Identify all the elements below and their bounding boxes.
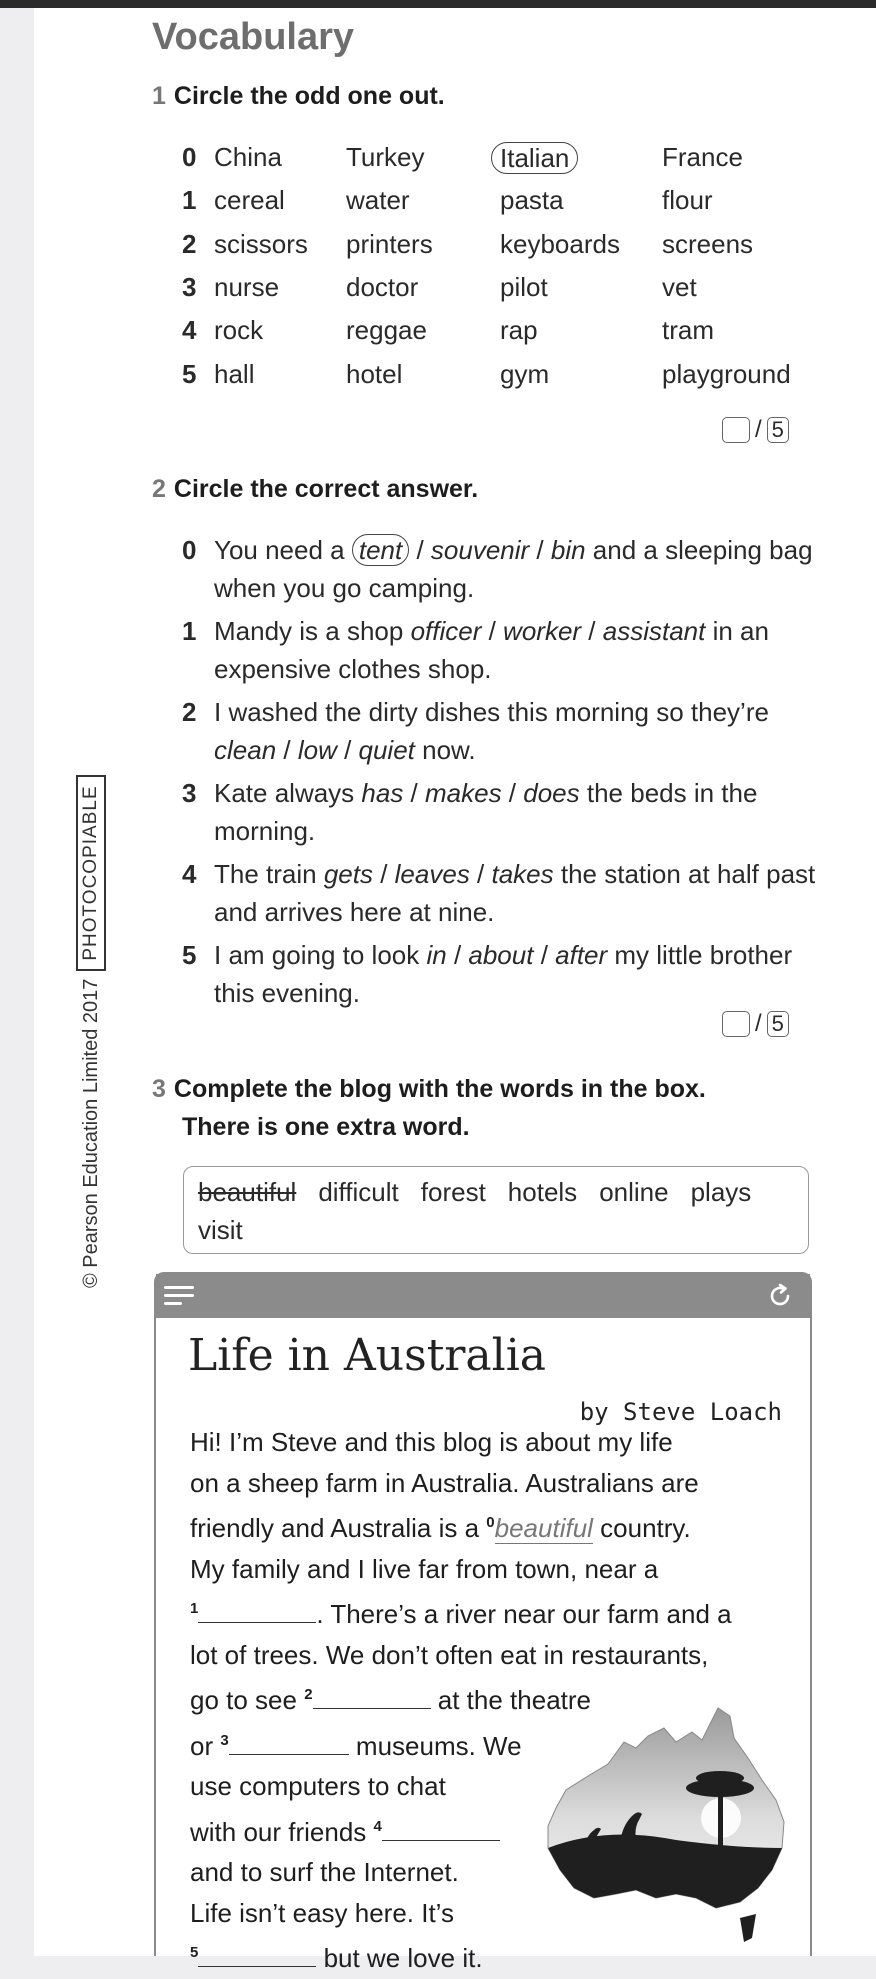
blog-line xyxy=(190,1589,790,1635)
top-bar xyxy=(0,0,876,8)
odd-one-row xyxy=(182,359,822,399)
word-option[interactable]: pilot xyxy=(500,272,548,302)
sentence-item xyxy=(182,774,822,850)
example-answer: beautiful xyxy=(494,1513,593,1543)
option-separator: / xyxy=(501,778,524,808)
answer-option[interactable]: makes xyxy=(425,778,502,808)
instruction-text: Circle the odd one out. xyxy=(173,82,445,110)
word-box xyxy=(183,1166,809,1254)
answer-option[interactable]: bin xyxy=(550,535,586,565)
exercise-number: 1 xyxy=(152,82,166,110)
word-box-item: difficult xyxy=(318,1177,399,1207)
option-separator: / xyxy=(529,535,551,565)
blog-window xyxy=(154,1272,812,1973)
gap-number: 3 xyxy=(220,1731,229,1749)
answer-blank-2[interactable] xyxy=(313,1680,431,1709)
score-max: 5 xyxy=(767,1011,789,1037)
exercise-2-instruction xyxy=(152,475,478,504)
row-number: 3 xyxy=(182,272,197,302)
word-option[interactable]: vet xyxy=(662,272,697,302)
answer-option[interactable]: low xyxy=(297,735,337,765)
instruction-text: There is one extra word. xyxy=(182,1113,470,1141)
word-box-item: visit xyxy=(198,1215,243,1245)
word-option[interactable]: scissors xyxy=(214,229,308,259)
score-input[interactable] xyxy=(722,1011,750,1037)
score-input[interactable] xyxy=(722,417,750,443)
row-number: 2 xyxy=(182,229,197,259)
blog-header-bar xyxy=(156,1274,810,1318)
blog-text: friendly and Australia is a xyxy=(190,1513,487,1543)
option-separator: / xyxy=(403,778,425,808)
blog-line: on a sheep farm in Australia. Australians are xyxy=(190,1467,699,1498)
row-number: 1 xyxy=(182,185,197,215)
item-number: 0 xyxy=(182,535,197,565)
sentence-text: Kate always xyxy=(214,778,362,808)
option-separator: / xyxy=(581,616,603,646)
option-separator: / xyxy=(409,535,431,565)
word-option[interactable]: printers xyxy=(346,229,433,259)
sentence-text: You need a xyxy=(214,535,352,565)
answer-option[interactable]: does xyxy=(523,778,580,808)
page-title: Vocabulary xyxy=(152,16,355,58)
option-separator: / xyxy=(533,940,556,970)
sentence-text: and a sleeping bag when you go camping. xyxy=(214,535,813,603)
odd-one-row xyxy=(182,229,822,269)
item-number: 3 xyxy=(182,778,197,808)
sentence-text: in an expensive clothes shop. xyxy=(214,616,769,684)
word-option[interactable]: China xyxy=(214,142,282,172)
sentence-text: I washed the dirty dishes this morning so they’re xyxy=(214,697,769,727)
answer-option[interactable]: officer xyxy=(410,616,482,646)
word-option[interactable]: flour xyxy=(662,185,713,215)
word-option[interactable]: hotel xyxy=(346,359,403,389)
item-number: 5 xyxy=(182,940,197,970)
sentence-text: Mandy is a shop xyxy=(214,616,411,646)
blog-author: by Steve Loach xyxy=(579,1398,782,1426)
word-option[interactable]: gym xyxy=(500,359,550,389)
sentence-item xyxy=(182,612,822,688)
blog-line xyxy=(190,1503,790,1549)
answer-blank-3[interactable] xyxy=(229,1726,349,1755)
sentence-text: I am going to look xyxy=(214,940,427,970)
answer-blank-4[interactable] xyxy=(382,1812,500,1841)
sentence-text: The train xyxy=(214,859,324,889)
blog-text: or xyxy=(190,1730,221,1761)
blog-line: Hi! I’m Steve and this blog is about my life xyxy=(190,1427,673,1457)
option-separator: / xyxy=(481,616,504,646)
odd-one-row xyxy=(182,315,822,355)
row-number: 4 xyxy=(182,315,197,345)
word-option[interactable]: reggae xyxy=(346,315,427,345)
option-separator: / xyxy=(372,859,395,889)
word-option[interactable]: keyboards xyxy=(500,229,620,259)
photocopiable-badge: PHOTOCOPIABLE xyxy=(76,775,106,970)
answer-option[interactable]: leaves xyxy=(394,859,470,889)
answer-option[interactable]: quiet xyxy=(358,735,415,765)
sentence-text: my little brother this evening. xyxy=(214,940,793,1008)
word-box-item: forest xyxy=(420,1177,486,1207)
answer-option[interactable]: after xyxy=(555,940,608,970)
blog-text: but we love it. xyxy=(316,1943,483,1973)
blog-text: museums. We xyxy=(348,1730,522,1761)
score-box-ex1 xyxy=(722,416,789,444)
item-number: 2 xyxy=(182,697,197,727)
word-option[interactable]: playground xyxy=(662,359,791,389)
exercise-1-instruction xyxy=(152,82,445,111)
answer-option[interactable]: assistant xyxy=(602,616,706,646)
word-option[interactable]: France xyxy=(662,142,743,172)
blog-text: at the theatre xyxy=(430,1685,591,1715)
instruction-text: Complete the blog with the words in the box. xyxy=(173,1075,706,1103)
word-option[interactable]: rock xyxy=(214,315,264,345)
answer-option[interactable]: about xyxy=(468,940,534,970)
blog-text: . There’s a river near our farm and a xyxy=(316,1599,732,1629)
blog-text: country. xyxy=(592,1513,691,1543)
word-option[interactable]: doctor xyxy=(346,272,419,302)
answer-option[interactable]: takes xyxy=(491,859,554,889)
word-box-item: plays xyxy=(690,1177,752,1207)
score-max: 5 xyxy=(767,417,789,443)
sentence-item xyxy=(182,936,822,1012)
option-separator: / xyxy=(336,735,359,765)
copyright-text: © Pearson Education Limited 2017 xyxy=(79,978,102,1288)
sentence-item xyxy=(182,531,822,607)
exercise-number: 2 xyxy=(152,475,166,503)
answer-option[interactable]: souvenir xyxy=(430,535,530,565)
blog-line: My family and I live far from town, near a xyxy=(190,1553,659,1584)
answer-blank-1[interactable] xyxy=(198,1594,316,1623)
word-box-item: beautiful xyxy=(198,1177,297,1207)
row-number: 5 xyxy=(182,359,197,389)
score-slash: / xyxy=(755,416,762,443)
sentence-item xyxy=(182,855,822,931)
answer-blank-5[interactable] xyxy=(198,1938,316,1967)
blog-text: with our friends xyxy=(190,1816,374,1847)
row-number: 0 xyxy=(182,142,197,172)
score-box-ex2 xyxy=(722,1010,789,1038)
answer-option[interactable]: worker xyxy=(503,616,582,646)
word-box-item: hotels xyxy=(507,1177,578,1207)
option-separator: / xyxy=(469,859,492,889)
side-credit xyxy=(76,775,106,1288)
word-option[interactable]: Turkey xyxy=(346,142,425,172)
gap-number: 2 xyxy=(304,1686,313,1703)
item-number: 1 xyxy=(182,616,197,646)
gap-number: 5 xyxy=(190,1944,199,1961)
refresh-icon[interactable] xyxy=(766,1282,794,1310)
sentence-item xyxy=(182,693,822,769)
menu-icon[interactable] xyxy=(164,1286,194,1310)
word-option[interactable]: hall xyxy=(214,359,255,389)
word-option[interactable]: tram xyxy=(662,315,714,345)
odd-one-row xyxy=(182,185,822,225)
gap-number: 4 xyxy=(373,1817,382,1835)
word-option[interactable]: nurse xyxy=(214,272,280,302)
answer-option[interactable]: in xyxy=(426,940,447,970)
blog-line: use computers to chat xyxy=(190,1771,446,1801)
word-option[interactable]: pasta xyxy=(500,185,564,215)
word-option[interactable]: water xyxy=(346,185,410,215)
option-separator: / xyxy=(446,940,469,970)
score-slash: / xyxy=(755,1010,762,1037)
sentence-text: now. xyxy=(414,735,476,765)
answer-option[interactable]: clean xyxy=(214,735,277,765)
australia-map-illustration xyxy=(526,1698,796,1958)
blog-line: lot of trees. We don’t often eat in restaurants, xyxy=(190,1639,709,1670)
word-option[interactable]: rap xyxy=(500,315,538,345)
blog-text: go to see xyxy=(190,1685,305,1715)
blog-title: Life in Australia xyxy=(188,1330,547,1381)
option-separator: / xyxy=(276,735,298,765)
odd-one-row xyxy=(182,272,822,312)
answer-option[interactable]: gets xyxy=(323,859,373,889)
exercise-number: 3 xyxy=(152,1075,166,1103)
blog-line: Life isn’t easy here. It’s xyxy=(190,1897,454,1928)
gap-number: 1 xyxy=(190,1600,199,1617)
word-option[interactable]: screens xyxy=(662,229,754,259)
word-box-item: online xyxy=(599,1177,669,1207)
sentence-text: the beds in the morning. xyxy=(214,778,758,846)
sentence-text: the station at half past and arrives here at nine. xyxy=(214,859,816,927)
odd-one-row xyxy=(182,142,822,182)
word-option[interactable]: cereal xyxy=(214,185,285,215)
item-number: 4 xyxy=(182,859,197,889)
blog-line: and to surf the Internet. xyxy=(190,1857,459,1887)
circled-word[interactable]: Italian xyxy=(491,142,578,174)
circled-option[interactable]: tent xyxy=(352,534,409,566)
gap-number: 0 xyxy=(486,1514,495,1531)
answer-option[interactable]: has xyxy=(361,778,404,808)
exercise-3-instruction xyxy=(152,1070,706,1146)
instruction-text: Circle the correct answer. xyxy=(173,475,479,503)
